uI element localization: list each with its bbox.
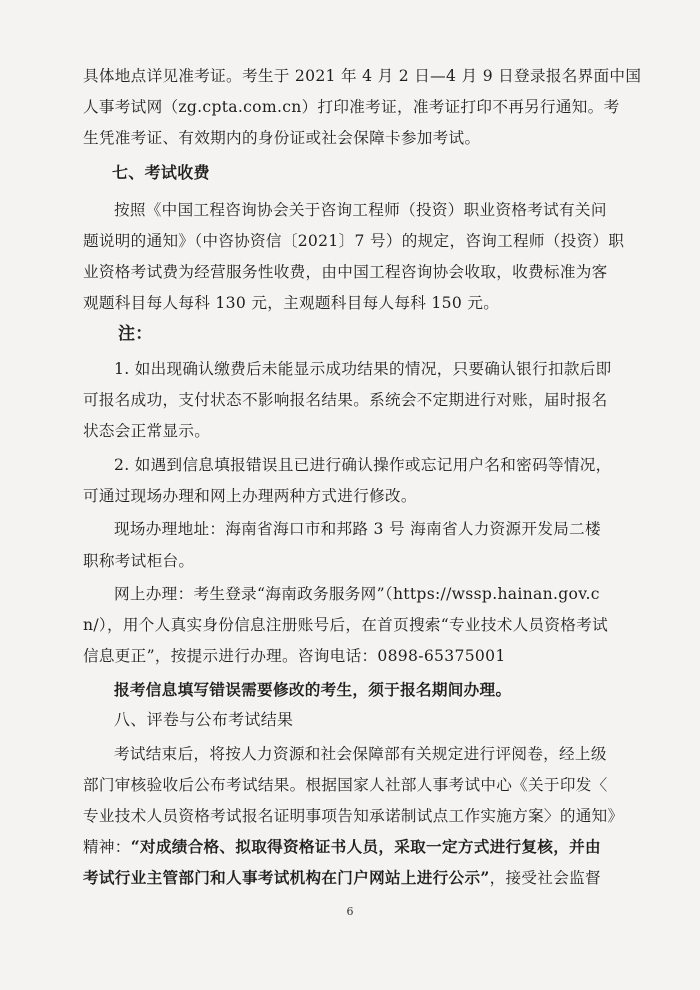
text-line: 网上办理：考生登录“海南政务服务网”（https://wssp.hainan.gov.c: [114, 585, 600, 603]
text-line: 观题科目每人每科 130 元，主观题科目每人每科 150 元。: [83, 294, 500, 312]
text-line: 部门审核验收后公布考试结果。根据国家人社部人事考试中心《关于印发〈: [83, 776, 608, 794]
page-number: 6: [346, 905, 354, 918]
text-line: 状态会正常显示。: [83, 422, 211, 440]
text-span: ，接受社会监督: [489, 869, 601, 887]
text-line: 信息更正”，按提示进行办理。咨询电话：0898-65375001: [83, 647, 506, 665]
section-heading-fees: 七、考试收费: [112, 163, 210, 182]
text-line: 专业技术人员资格考试报名证明事项告知承诺制试点工作实施方案〉的通知》: [83, 807, 624, 825]
text-line: 具体地点详见准考证。考生于 2021 年 4 月 2 日—4 月 9 日登录报名界面中国: [83, 67, 642, 85]
text-line: 业资格考试费为经营服务性收费，由中国工程咨询协会收取，收费标准为客: [83, 263, 608, 281]
text-span: 精神：: [83, 838, 131, 856]
quoted-requirement: “对成绩合格、拟取得资格证书人员，采取一定方式进行复核，并由: [130, 837, 601, 856]
text-line: 考试结束后，将按人力资源和社会保障部有关规定进行评阅卷，经上级: [114, 745, 607, 763]
text-line: 按照《中国工程咨询协会关于咨询工程师（投资）职业资格考试有关问: [114, 201, 607, 219]
text-line: 现场办理地址：海南省海口市和邦路 3 号 海南省人力资源开发局二楼: [114, 520, 601, 538]
text-line: 1. 如出现确认缴费后未能显示成功结果的情况，只要确认银行扣款后即: [114, 360, 612, 378]
text-line: 2. 如遇到信息填报错误且已进行确认操作或忘记用户名和密码等情况，: [114, 456, 612, 474]
text-line: 题说明的通知》（中咨协资信〔2021〕7 号）的规定，咨询工程师（投资）职: [83, 232, 625, 250]
text-line: 生凭准考证、有效期内的身份证或社会保障卡参加考试。: [83, 129, 481, 147]
deadline-warning: 报考信息填写错误需要修改的考生，须于报名期间办理。: [114, 680, 512, 699]
text-line: [83, 837, 601, 857]
quoted-requirement: 考试行业主管部门和人事考试机构在门户网站上进行公示”: [83, 868, 490, 887]
text-line: n/），用个人真实身份信息注册账号后，在首页搜索“专业技术人员资格考试: [83, 616, 608, 634]
note-label: 注：: [118, 324, 153, 344]
text-line: 职称考试柜台。: [83, 552, 195, 570]
text-line: 可报名成功，支付状态不影响报名结果。系统会不定期进行对账，届时报名: [83, 391, 608, 409]
text-line: [83, 868, 601, 888]
section-heading-results: 八、评卷与公布考试结果: [114, 710, 294, 729]
text-line: 人事考试网（zg.cpta.com.cn）打印准考证，准考证打印不再另行通知。考: [83, 98, 620, 116]
text-line: 可通过现场办理和网上办理两种方式进行修改。: [83, 487, 417, 505]
